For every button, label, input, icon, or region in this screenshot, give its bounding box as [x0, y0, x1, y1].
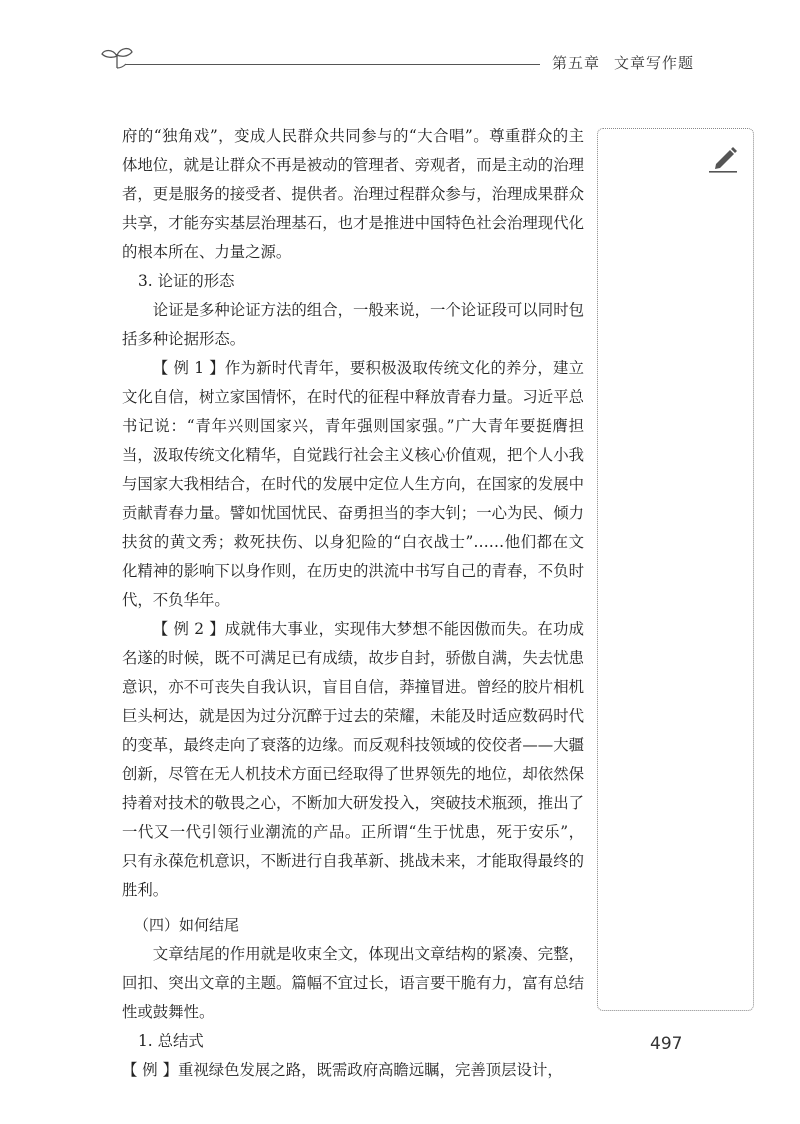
- example-summary: 【 例 】重视绿色发展之路，既需政府高瞻远瞩，完善顶层设计，: [122, 1061, 563, 1079]
- sprout-icon: [100, 44, 134, 70]
- pencil-icon: [706, 142, 740, 174]
- header-rule: [125, 64, 540, 65]
- example-1: 【 例 1 】作为新时代青年，要积极汲取传统文化的养分，建立文化自信，树立家国情怀，在时代的征程中释放青春力量。习近平总书记说：“青年兴则国家兴，青年强则国家强。”广大青年要挺膺担当，汲取传统文化精华，自觉践行社会主义核心价值观，把个人小我与国家大我相结合，在时代的发展中定位人生方向，在国家的发展中贡献青春力量。譬如忧国忧民、奋勇担当的李大钊；一心为民、倾力扶贫的黄文秀；救死扶伤、以身犯险的“白衣战士”……他们都在文化精神的影响下以身作则，在历史的洪流中书写自己的青春，不负时代，不负华年。: [122, 359, 584, 609]
- notes-box: [597, 128, 754, 1011]
- example-2: 【 例 2 】成就伟大事业，实现伟大梦想不能因傲而失。在功成名遂的时候，既不可满足已有成绩，故步自封，骄傲自满，失去忧患意识，亦不可丧失自我认识，盲目自信，莽撞冒进。曾经的胶片相机巨头柯达，就是因为过分沉醉于过去的荣耀，未能及时适应数码时代的变革，最终走向了衰落的边缘。而反观科技领域的佼佼者——大疆创新，尽管在无人机技术方面已经取得了世界领先的地位，却依然保持着对技术的敬畏之心，不断加大研发投入，突破技术瓶颈，推出了一代又一代引领行业潮流的产品。正所谓“生于忧患，死于安乐”，只有永葆危机意识，不断进行自我革新、挑战未来，才能取得最终的胜利。: [122, 620, 584, 899]
- chapter-title: 文章写作题: [614, 54, 695, 72]
- chapter-header: [552, 52, 694, 73]
- chapter-number: 第五章: [552, 54, 601, 72]
- section-heading-ending: （四）如何结尾: [134, 916, 240, 934]
- paragraph: 文章结尾的作用就是收束全文，体现出文章结构的紧凑、完整，回扣、突出文章的主题。篇幅不宜过长，语言要干脆有力，富有总结性或鼓舞性。: [122, 945, 584, 1021]
- paragraph: 论证是多种论证方法的组合，一般来说，一个论证段可以同时包括多种论据形态。: [122, 301, 584, 348]
- subheading-argument-forms: 3. 论证的形态: [138, 272, 235, 290]
- subheading-summary-type: 1. 总结式: [138, 1032, 204, 1050]
- page-body: [122, 122, 584, 1085]
- page-number: 497: [650, 1034, 683, 1054]
- paragraph: 府的“独角戏”，变成人民群众共同参与的“大合唱”。尊重群众的主体地位，就是让群众不再是被动的管理者、旁观者，而是主动的治理者，更是服务的接受者、提供者。治理过程群众参与，治理成果群众共享，才能夯实基层治理基石，也才是推进中国特色社会治理现代化的根本所在、力量之源。: [122, 127, 584, 261]
